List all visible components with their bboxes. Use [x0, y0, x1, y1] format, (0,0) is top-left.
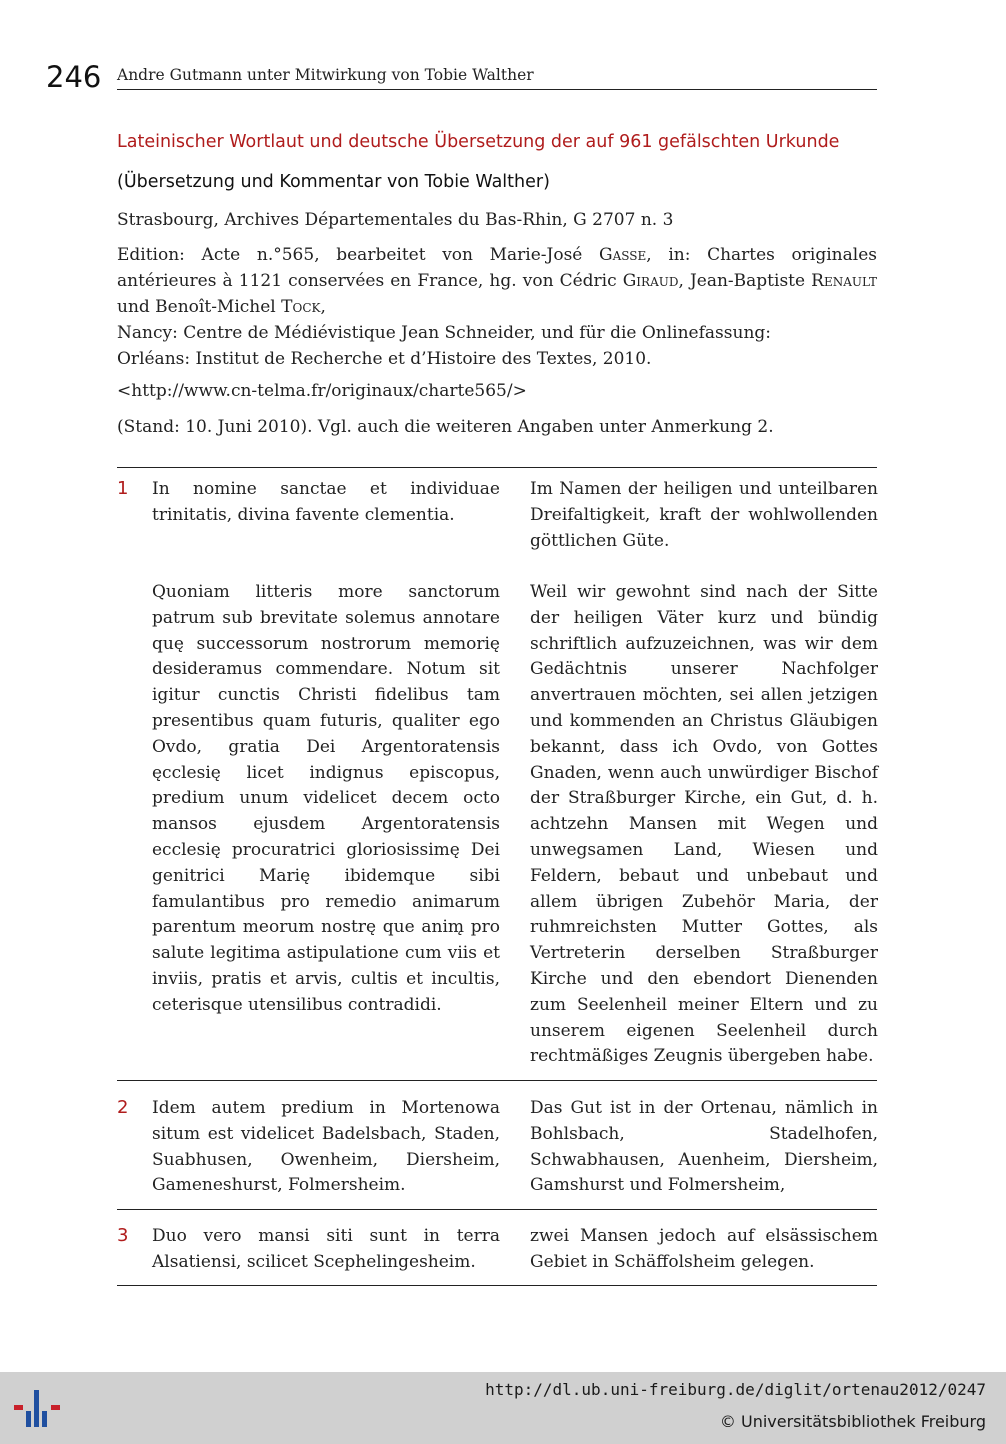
latin-text-2: Idem autem predium in Mortenowa situm est videlicet Badelsbach, Staden, Suabhusen, Owenheim, Diersheim, Gameneshurst, Folmersheim.	[152, 1098, 500, 1196]
editor-renault: Renault	[811, 271, 877, 291]
section-subtitle: (Übersetzung und Kommentar von Tobie Walther)	[117, 172, 550, 192]
row-number-3: 3	[117, 1225, 129, 1246]
table-rule-3	[117, 1209, 877, 1210]
header-rule	[117, 89, 877, 90]
latin-text-1b: Quoniam litteris more sanctorum patrum sub brevitate solemus annotare quę successorum nostrorum memorię desideramus commendare. Notum sit igitur cunctis Christi fidelibus tam presentibus quam futuris, qualiter ego Ovdo, gratia Dei Argentoratensis ęcclesię licet indignus episcopus, predium unum videlicet decem octo mansos ejusdem Argentoratensis ecclesię procuratrici gloriosissimę Dei genitrici Marię ibidemque sibi famulantibus pro remedio animarum parentum meorum nostrę que anim̨ pro salute legitima astipulatione cum viis et inviis, pratis et arvis, cultis et incultis, ceterisque utensilibus contradidi.	[152, 582, 500, 1015]
table-rule-2	[117, 1080, 877, 1081]
source-url[interactable]: <http://www.cn-telma.fr/originaux/charte565/>	[117, 381, 527, 401]
row-number-2: 2	[117, 1097, 129, 1118]
page-number: 246	[46, 60, 102, 94]
stand-note: (Stand: 10. Juni 2010). Vgl. auch die weiteren Angaben unter Anmerkung 2.	[117, 417, 774, 437]
archive-line: Strasbourg, Archives Départementales du Bas-Rhin, G 2707 n. 3	[117, 210, 674, 230]
latin-text-1a: In nomine sanctae et individuae trinitatis, divina favente clementia.	[152, 479, 500, 525]
footer-bar	[0, 1372, 1006, 1444]
table-rule-top	[117, 467, 877, 468]
running-title: Andre Gutmann unter Mitwirkung von Tobie Walther	[117, 66, 534, 84]
author-gasse: Gasse	[599, 245, 647, 265]
section-title: Lateinischer Wortlaut und deutsche Übersetzung der auf 961 gefälschten Urkunde	[117, 132, 840, 152]
archive-reference	[117, 207, 877, 233]
editor-giraud: Giraud	[622, 271, 679, 291]
edition-block	[117, 242, 877, 372]
german-text-3: zwei Mansen jedoch auf elsässischem Gebiet in Schäffolsheim gelegen.	[530, 1226, 878, 1272]
editor-tock: Tock	[281, 297, 321, 317]
footer-copyright: © Universitätsbibliothek Freiburg	[719, 1412, 986, 1431]
german-text-1a: Im Namen der heiligen und unteilbaren Dreifaltigkeit, kraft der wohlwollenden göttlichen Güte.	[530, 479, 878, 551]
german-text-1b: Weil wir gewohnt sind nach der Sitte der heiligen Väter kurz und bündig schriftlich aufzuzeichnen, was wir dem Gedächtnis unserer Nachfolger anvertrauen möchten, sei allen jetzigen und kommenden an Christus Gläubigen bekannt, dass ich Ovdo, von Gottes Gnaden, wenn auch unwürdiger Bischof der Straßburger Kirche, ein Gut, d. h. achtzehn Mansen mit Wegen und unwegsamen Land, Wiesen und Feldern, bebaut und unbebaut und allem übrigen Zubehör Maria, der ruhmreichsten Mutter Gottes, als Vertreterin derselben Straßburger Kirche und den ebendort Dienenden zum Seelenheil meiner Eltern und zu unserem eigenen Seelenheil durch rechtmäßiges Zeugnis übergeben habe.	[530, 582, 878, 1067]
edition-text: Edition: Acte n.°565, bearbeitet von Marie-José Gasse, in: Chartes originales antérieures à 1121 conservées en France, hg. von Cédric Giraud, Jean-Baptiste Renault und Benoît-Michel Tock,	[117, 245, 877, 317]
nancy-line: Nancy: Centre de Médiévistique Jean Schneider, und für die Onlinefassung:	[117, 323, 772, 343]
footer-url[interactable]: http://dl.ub.uni-freiburg.de/diglit/ortenau2012/0247	[485, 1380, 986, 1399]
orleans-line: Orléans: Institut de Recherche et d’Histoire des Textes, 2010.	[117, 349, 652, 369]
stand-line	[117, 414, 877, 440]
row-number-1: 1	[117, 478, 129, 499]
latin-text-3: Duo vero mansi siti sunt in terra Alsatiensi, scilicet Scephelingesheim.	[152, 1226, 500, 1272]
ub-freiburg-logo-icon	[14, 1384, 64, 1434]
url-line	[117, 378, 877, 404]
german-text-2: Das Gut ist in der Ortenau, nämlich in Bohlsbach, Stadelhofen, Schwabhausen, Auenheim, Diersheim, Gamshurst und Folmersheim,	[530, 1098, 878, 1196]
table-rule-bottom	[117, 1285, 877, 1286]
